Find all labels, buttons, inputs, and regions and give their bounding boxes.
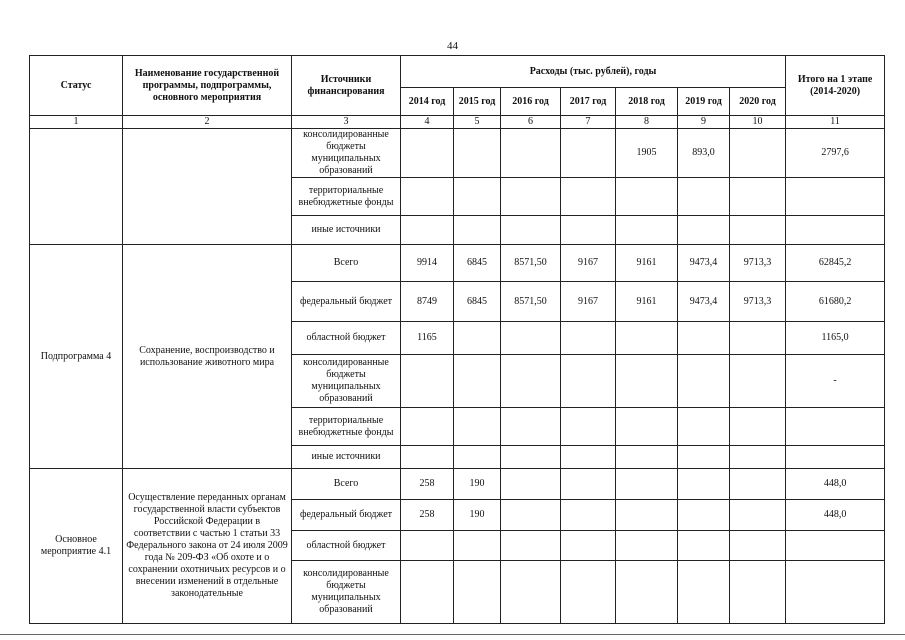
total-value-cell: 2797,6 — [786, 129, 885, 178]
year-value-cell — [561, 408, 616, 446]
total-value-cell — [786, 178, 885, 216]
year-value-cell — [454, 322, 501, 355]
year-value-cell — [401, 531, 454, 561]
year-value-cell — [730, 500, 786, 531]
column-number: 8 — [616, 116, 678, 129]
measure-4-1-status: Основное мероприятие 4.1 — [30, 469, 123, 624]
header-status: Статус — [30, 56, 123, 116]
year-value-cell — [561, 531, 616, 561]
year-value-cell — [501, 561, 561, 624]
block-continued-status — [30, 129, 123, 245]
column-number: 5 — [454, 116, 501, 129]
funding-source: Всего — [292, 469, 401, 500]
total-value-cell — [786, 408, 885, 446]
year-value-cell — [454, 446, 501, 469]
funding-source: консолидированные бюджеты муниципальных образований — [292, 355, 401, 408]
year-value-cell — [561, 129, 616, 178]
year-value-cell — [616, 561, 678, 624]
total-value-cell: 448,0 — [786, 500, 885, 531]
budget-table — [29, 55, 885, 624]
total-value-cell: 448,0 — [786, 469, 885, 500]
total-value-cell: 61680,2 — [786, 282, 885, 322]
column-number: 6 — [501, 116, 561, 129]
year-value-cell — [561, 178, 616, 216]
year-value-cell — [678, 178, 730, 216]
year-value-cell — [454, 129, 501, 178]
year-value-cell: 9167 — [561, 282, 616, 322]
year-value-cell — [501, 129, 561, 178]
year-value-cell — [401, 129, 454, 178]
year-value-cell — [501, 216, 561, 245]
year-value-cell — [401, 408, 454, 446]
year-value-cell — [730, 355, 786, 408]
column-number: 11 — [786, 116, 885, 129]
year-value-cell — [454, 178, 501, 216]
year-value-cell — [616, 469, 678, 500]
header-expenses: Расходы (тыс. рублей), годы — [401, 56, 786, 88]
year-value-cell — [678, 216, 730, 245]
year-value-cell — [501, 446, 561, 469]
year-value-cell — [730, 408, 786, 446]
year-value-cell — [678, 500, 730, 531]
funding-source: областной бюджет — [292, 531, 401, 561]
funding-source: территориальные внебюджетные фонды — [292, 178, 401, 216]
year-value-cell: 6845 — [454, 245, 501, 282]
funding-source: консолидированные бюджеты муниципальных образований — [292, 561, 401, 624]
total-value-cell: 1165,0 — [786, 322, 885, 355]
year-value-cell — [501, 531, 561, 561]
year-value-cell: 8571,50 — [501, 245, 561, 282]
year-value-cell — [730, 446, 786, 469]
year-value-cell — [401, 355, 454, 408]
page-number: 44 — [447, 40, 458, 52]
year-value-cell: 8571,50 — [501, 282, 561, 322]
year-value-cell — [730, 216, 786, 245]
header-year: 2018 год — [616, 88, 678, 116]
year-value-cell — [730, 322, 786, 355]
page-bottom-rule — [0, 634, 905, 635]
total-value-cell — [786, 531, 885, 561]
year-value-cell — [561, 446, 616, 469]
year-value-cell: 9161 — [616, 282, 678, 322]
year-value-cell: 9914 — [401, 245, 454, 282]
measure-4-1-title: Осуществление переданных органам государственной власти субъектов Российской Федерации в соответствии с частью 1 статьи 33 Федерального закона от 24 июля 2009 года № 209-ФЗ «Об охоте и о сохранении охотничьих ресурсов и о внесении изменений в отдельные законодательные — [123, 469, 292, 624]
year-value-cell — [678, 408, 730, 446]
year-value-cell: 8749 — [401, 282, 454, 322]
total-value-cell — [786, 446, 885, 469]
total-value-cell: - — [786, 355, 885, 408]
column-number: 1 — [30, 116, 123, 129]
column-number: 10 — [730, 116, 786, 129]
year-value-cell — [678, 355, 730, 408]
year-value-cell — [616, 408, 678, 446]
column-number: 2 — [123, 116, 292, 129]
year-value-cell — [401, 561, 454, 624]
year-value-cell — [616, 446, 678, 469]
year-value-cell — [454, 561, 501, 624]
column-number: 9 — [678, 116, 730, 129]
year-value-cell: 893,0 — [678, 129, 730, 178]
year-value-cell — [678, 561, 730, 624]
year-value-cell: 9713,3 — [730, 282, 786, 322]
column-number: 4 — [401, 116, 454, 129]
year-value-cell — [561, 500, 616, 531]
funding-source: федеральный бюджет — [292, 282, 401, 322]
year-value-cell — [501, 355, 561, 408]
column-number: 7 — [561, 116, 616, 129]
year-value-cell — [678, 446, 730, 469]
table-row — [30, 129, 885, 178]
year-value-cell — [561, 216, 616, 245]
header-year: 2014 год — [401, 88, 454, 116]
year-value-cell: 258 — [401, 500, 454, 531]
funding-source: областной бюджет — [292, 322, 401, 355]
header-year: 2017 год — [561, 88, 616, 116]
funding-source: консолидированные бюджеты муниципальных образований — [292, 129, 401, 178]
year-value-cell — [730, 129, 786, 178]
total-value-cell: 62845,2 — [786, 245, 885, 282]
year-value-cell — [730, 531, 786, 561]
header-year: 2020 год — [730, 88, 786, 116]
table-row — [30, 469, 885, 500]
funding-source: Всего — [292, 245, 401, 282]
year-value-cell — [454, 531, 501, 561]
funding-source: территориальные внебюджетные фонды — [292, 408, 401, 446]
year-value-cell — [561, 322, 616, 355]
year-value-cell — [401, 446, 454, 469]
year-value-cell: 190 — [454, 469, 501, 500]
funding-source: иные источники — [292, 216, 401, 245]
year-value-cell — [561, 355, 616, 408]
year-value-cell — [561, 561, 616, 624]
year-value-cell — [730, 178, 786, 216]
year-value-cell: 9161 — [616, 245, 678, 282]
year-value-cell — [561, 469, 616, 500]
total-value-cell — [786, 561, 885, 624]
header-year: 2019 год — [678, 88, 730, 116]
year-value-cell — [454, 355, 501, 408]
year-value-cell — [616, 500, 678, 531]
year-value-cell — [616, 322, 678, 355]
block-continued-title — [123, 129, 292, 245]
year-value-cell — [501, 500, 561, 531]
header-year: 2015 год — [454, 88, 501, 116]
year-value-cell — [616, 216, 678, 245]
year-value-cell: 9167 — [561, 245, 616, 282]
table-row — [30, 245, 885, 282]
year-value-cell: 258 — [401, 469, 454, 500]
year-value-cell — [616, 355, 678, 408]
header-total: Итого на 1 этапе (2014-2020) — [786, 56, 885, 116]
year-value-cell — [501, 408, 561, 446]
year-value-cell: 6845 — [454, 282, 501, 322]
year-value-cell — [730, 561, 786, 624]
year-value-cell — [501, 469, 561, 500]
header-sources: Источники финансирования — [292, 56, 401, 116]
year-value-cell: 190 — [454, 500, 501, 531]
year-value-cell — [616, 531, 678, 561]
subprogram-4-status: Подпрограмма 4 — [30, 245, 123, 469]
year-value-cell — [678, 531, 730, 561]
header-year: 2016 год — [501, 88, 561, 116]
year-value-cell: 9473,4 — [678, 245, 730, 282]
year-value-cell — [501, 322, 561, 355]
year-value-cell: 1165 — [401, 322, 454, 355]
year-value-cell — [678, 469, 730, 500]
year-value-cell — [454, 408, 501, 446]
column-numbers-row — [30, 116, 885, 129]
year-value-cell — [401, 216, 454, 245]
year-value-cell: 9473,4 — [678, 282, 730, 322]
header-name: Наименование государственной программы, подпрограммы, основного мероприятия — [123, 56, 292, 116]
year-value-cell — [501, 178, 561, 216]
year-value-cell — [678, 322, 730, 355]
funding-source: федеральный бюджет — [292, 500, 401, 531]
funding-source: иные источники — [292, 446, 401, 469]
total-value-cell — [786, 216, 885, 245]
subprogram-4-title: Сохранение, воспроизводство и использование животного мира — [123, 245, 292, 469]
year-value-cell — [616, 178, 678, 216]
year-value-cell — [454, 216, 501, 245]
year-value-cell — [730, 469, 786, 500]
column-number: 3 — [292, 116, 401, 129]
year-value-cell: 1905 — [616, 129, 678, 178]
year-value-cell: 9713,3 — [730, 245, 786, 282]
year-value-cell — [401, 178, 454, 216]
